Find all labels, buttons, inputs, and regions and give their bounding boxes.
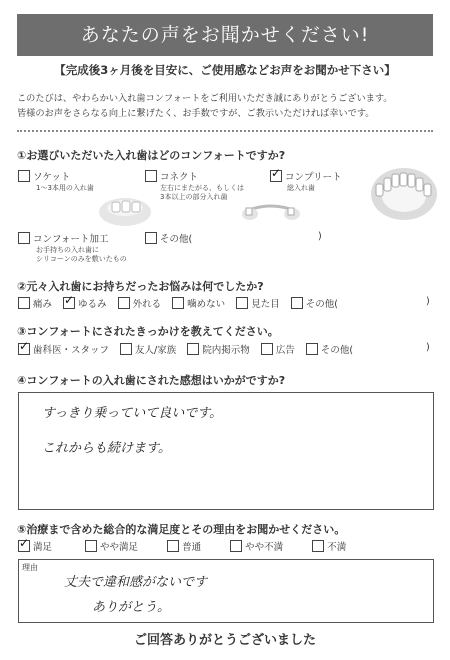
kakou-label: コンフォート加工 bbox=[33, 234, 109, 245]
socket-checkbox[interactable] bbox=[18, 170, 30, 182]
satisfied-checkbox[interactable] bbox=[18, 540, 30, 552]
advertisement-label: 広告 bbox=[275, 345, 295, 356]
banner-title: あなたの声をお聞かせください! bbox=[17, 14, 433, 56]
q4-handwritten-line-1: すっきり乗っていて良いです。 bbox=[42, 406, 223, 421]
option-somewhat-dissatisfied[interactable] bbox=[230, 542, 283, 553]
option-advertisement[interactable] bbox=[261, 345, 295, 356]
option-other[interactable] bbox=[145, 231, 192, 245]
option-dissatisfied[interactable] bbox=[312, 542, 346, 553]
normal-checkbox[interactable] bbox=[167, 540, 179, 552]
q3-close-paren: ) bbox=[426, 342, 430, 353]
complete-denture-image bbox=[368, 160, 440, 224]
complete-note: 総入れ歯 bbox=[287, 184, 315, 192]
falls-out-checkbox[interactable] bbox=[118, 297, 130, 309]
question-1-title: ①お選びいただいた入れ歯はどのコンフォートですか? bbox=[17, 149, 286, 162]
option-q2-other[interactable] bbox=[291, 299, 338, 310]
advertisement-checkbox[interactable] bbox=[261, 343, 273, 355]
option-complete[interactable] bbox=[270, 169, 342, 183]
somewhat-dissatisfied-checkbox[interactable] bbox=[230, 540, 242, 552]
connect-note-2: 3本以上の部分入れ歯 bbox=[160, 193, 228, 201]
cannot-chew-label: 噛めない bbox=[187, 299, 226, 310]
option-normal[interactable] bbox=[167, 542, 201, 553]
option-connect[interactable] bbox=[145, 169, 198, 183]
q2-other-checkbox[interactable] bbox=[291, 297, 303, 309]
socket-note: 1〜3本用の入れ歯 bbox=[36, 184, 94, 192]
option-friend-family[interactable] bbox=[120, 345, 176, 356]
option-pain[interactable] bbox=[18, 299, 52, 310]
q5-handwritten-line-2: ありがとう。 bbox=[92, 600, 171, 615]
q5-handwritten-line-1: 丈夫で違和感がないです bbox=[64, 575, 208, 590]
complete-checkbox[interactable] bbox=[270, 170, 282, 182]
question-2-title: ②元々入れ歯にお持ちだったお悩みは何でしたか? bbox=[17, 280, 264, 293]
dental-staff-label: 歯科医・スタッフ bbox=[33, 345, 110, 356]
question-2-options bbox=[18, 296, 346, 310]
question-5-title: ⑤治療まで含めた総合的な満足度とその理由をお聞かせください。 bbox=[17, 523, 346, 536]
option-falls-out[interactable] bbox=[118, 299, 162, 310]
connect-denture-image bbox=[240, 196, 302, 224]
cannot-chew-checkbox[interactable] bbox=[172, 297, 184, 309]
friend-family-checkbox[interactable] bbox=[120, 343, 132, 355]
complete-label: コンプリート bbox=[285, 172, 342, 183]
appearance-label: 見た目 bbox=[251, 299, 280, 310]
subtitle: 【完成後3ヶ月後を目安に、ご使用感などお声をお聞かせ下さい】 bbox=[54, 63, 396, 77]
normal-label: 普通 bbox=[182, 542, 202, 553]
somewhat-dissatisfied-label: やや不満 bbox=[245, 542, 284, 553]
q2-close-paren: ) bbox=[426, 296, 430, 307]
option-satisfied[interactable] bbox=[18, 542, 52, 553]
option-loose[interactable] bbox=[63, 299, 107, 310]
reason-label: 理由 bbox=[22, 563, 38, 572]
loose-checkbox[interactable] bbox=[63, 297, 75, 309]
intro-line-2: 皆様のお声をさらなる向上に繋げたく、お手数ですが、ご教示いただければ幸いです。 bbox=[17, 108, 375, 119]
dissatisfied-label: 不満 bbox=[327, 542, 347, 553]
loose-label: ゆるみ bbox=[78, 299, 107, 310]
option-q3-other[interactable] bbox=[306, 345, 353, 356]
clinic-poster-checkbox[interactable] bbox=[187, 343, 199, 355]
dissatisfied-checkbox[interactable] bbox=[312, 540, 324, 552]
connect-label: コネクト bbox=[160, 172, 199, 183]
friend-family-label: 友人/家族 bbox=[135, 345, 177, 356]
dotted-divider bbox=[17, 130, 433, 132]
intro-text bbox=[17, 91, 437, 121]
question-4-title: ④コンフォートの入れ歯にされた感想はいかがですか? bbox=[17, 374, 286, 387]
option-comfort-kakou[interactable] bbox=[18, 231, 109, 245]
other-close-paren: ) bbox=[318, 231, 322, 242]
satisfied-label: 満足 bbox=[33, 542, 53, 553]
q4-handwritten-line-2: これからも続けます。 bbox=[42, 441, 171, 456]
kakou-note-2: シリコーンのみを敷いたもの bbox=[36, 255, 127, 263]
pain-checkbox[interactable] bbox=[18, 297, 30, 309]
socket-label: ソケット bbox=[33, 172, 71, 183]
q3-other-label: その他( bbox=[320, 345, 354, 356]
falls-out-label: 外れる bbox=[132, 299, 162, 310]
q5-reason-box[interactable] bbox=[18, 559, 434, 623]
option-clinic-poster[interactable] bbox=[187, 345, 250, 356]
somewhat-satisfied-label: やや満足 bbox=[100, 542, 139, 553]
pain-label: 痛み bbox=[33, 299, 53, 310]
question-5-options bbox=[18, 539, 354, 553]
option-socket[interactable] bbox=[18, 169, 70, 183]
other-label: その他( bbox=[160, 234, 193, 245]
option-dental-staff[interactable] bbox=[18, 345, 109, 356]
q3-other-checkbox[interactable] bbox=[306, 343, 318, 355]
socket-denture-image bbox=[96, 190, 154, 230]
option-appearance[interactable] bbox=[236, 299, 280, 310]
appearance-checkbox[interactable] bbox=[236, 297, 248, 309]
option-cannot-chew[interactable] bbox=[172, 299, 225, 310]
connect-checkbox[interactable] bbox=[145, 170, 157, 182]
q2-other-label: その他( bbox=[305, 299, 338, 310]
question-3-options bbox=[18, 342, 361, 356]
intro-line-1: このたびは、やわらかい入れ歯コンフォートをご利用いただき誠にありがとうございます。 bbox=[17, 93, 393, 104]
connect-note-1: 左右にまたがる、もしくは bbox=[160, 184, 244, 192]
somewhat-satisfied-checkbox[interactable] bbox=[85, 540, 97, 552]
clinic-poster-label: 院内掲示物 bbox=[202, 345, 250, 356]
option-somewhat-satisfied[interactable] bbox=[85, 542, 138, 553]
question-3-title: ③コンフォートにされたきっかけを教えてください。 bbox=[17, 325, 279, 338]
other-checkbox[interactable] bbox=[145, 232, 157, 244]
dental-staff-checkbox[interactable] bbox=[18, 343, 30, 355]
kakou-note-1: お手持ちの入れ歯に bbox=[36, 246, 99, 254]
kakou-checkbox[interactable] bbox=[18, 232, 30, 244]
footer-thanks: ご回答ありがとうございました bbox=[133, 633, 316, 648]
